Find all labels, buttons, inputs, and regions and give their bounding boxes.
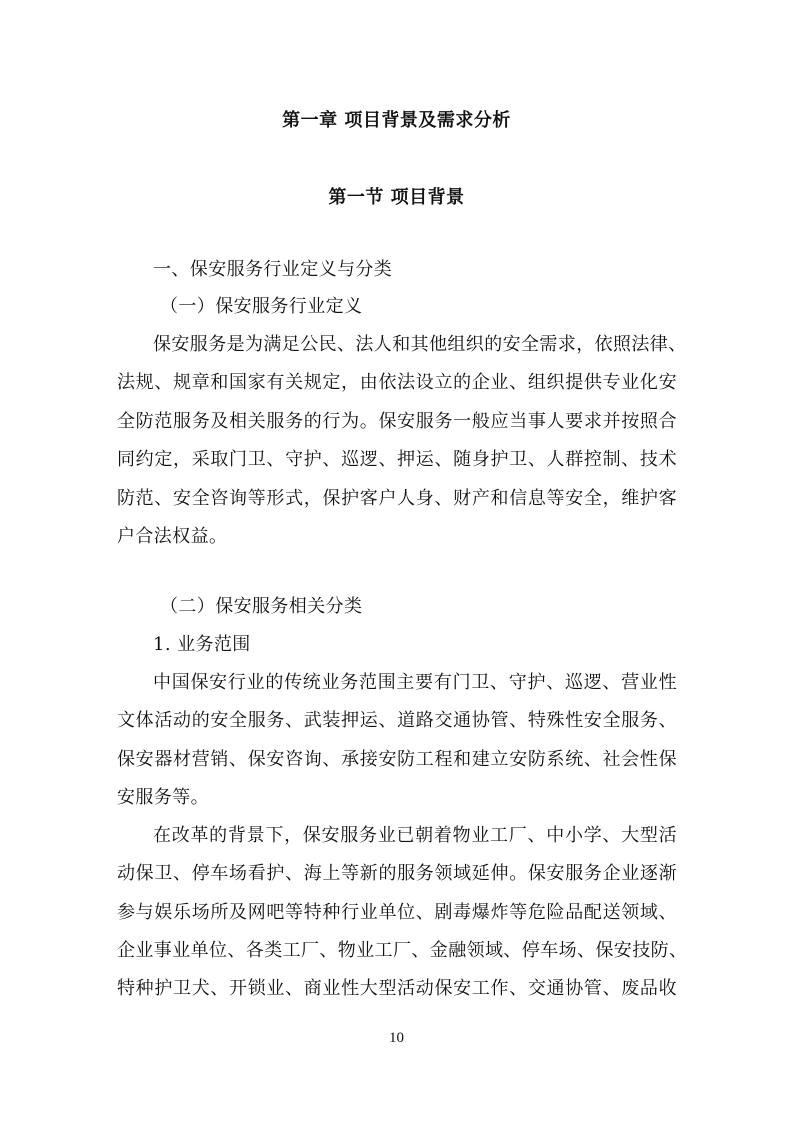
subheading-classification: （二）保安服务相关分类 [160,596,363,617]
text-line: 在改革的背景下，保安服务业已朝着物业工厂、中小学、大型活 [153,825,677,846]
text-line: 动保卫、停车场看护、海上等新的服务领域延伸。保安服务企业逐渐 [117,863,677,884]
item-business-scope: 1. 业务范围 [153,634,251,655]
text-line: 保安器材营销、保安咨询、承接安防工程和建立安防系统、社会性保 [117,749,677,770]
text-line: 企业事业单位、各类工厂、物业工厂、金融领域、停车场、保安技防、 [117,940,688,961]
text-line: 法规、规章和国家有关规定，由依法设立的企业、组织提供专业化安 [117,372,677,393]
text-line: 参与娱乐场所及网吧等特种行业单位、剧毒爆炸等危险品配送领域、 [117,902,677,923]
text-line: 文体活动的安全服务、武装押运、道路交通协管、特殊性安全服务、 [117,710,677,731]
text-line: 防范、安全咨询等形式，保护客户人身、财产和信息等安全，维护客 [117,488,677,509]
text-line: 中国保安行业的传统业务范围主要有门卫、守护、巡逻、营业性 [153,672,677,693]
section-title: 第一节 项目背景 [328,187,465,208]
text-line: 同约定，采取门卫、守护、巡逻、押运、随身护卫、人群控制、技术 [117,449,677,470]
chapter-title: 第一章 项目背景及需求分析 [282,110,511,131]
text-line: 保安服务是为满足公民、法人和其他组织的安全需求，依照法律、 [153,334,687,355]
text-line: 户合法权益。 [117,526,228,547]
text-line: 全防范服务及相关服务的行为。保安服务一般应当事人要求并按照合 [117,411,677,432]
text-line: 安服务等。 [117,787,209,808]
subheading-definition: （一）保安服务行业定义 [160,296,363,317]
heading-industry-definition: 一、保安服务行业定义与分类 [153,259,393,280]
page-number: 10 [389,1030,404,1046]
text-line: 特种护卫犬、开锁业、商业性大型活动保安工作、交通协管、废品收 [117,978,677,999]
